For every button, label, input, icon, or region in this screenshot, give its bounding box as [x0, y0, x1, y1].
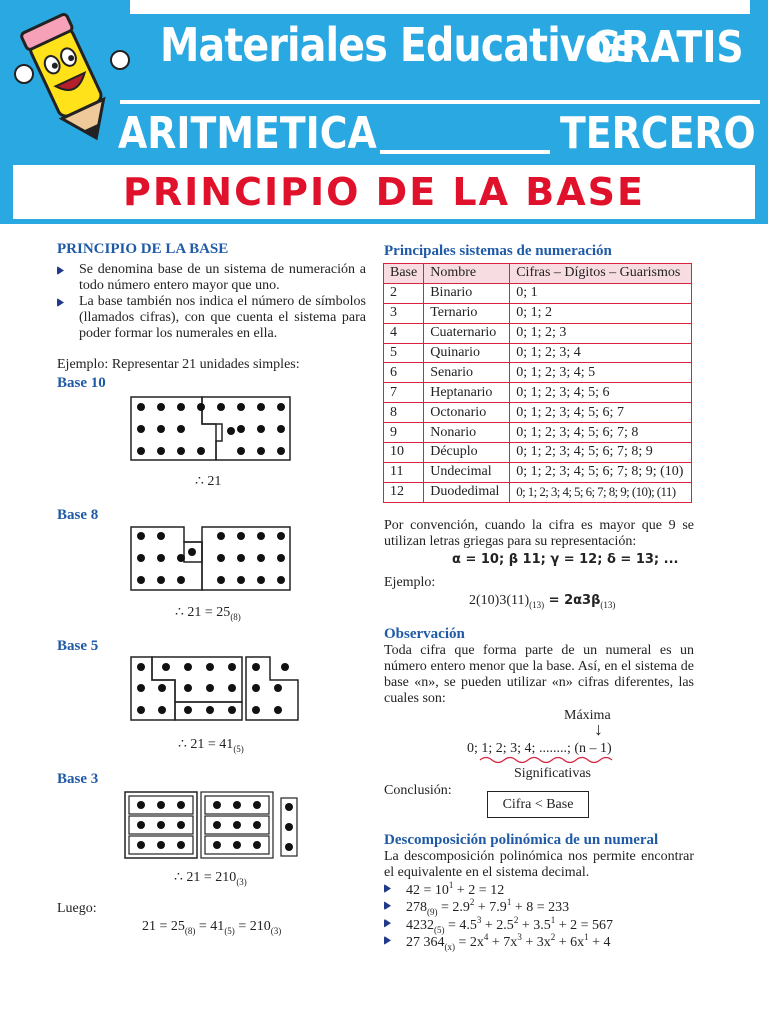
page-title: PRINCIPIO DE LA BASE: [123, 170, 645, 214]
cell-nombre: Nonario: [424, 423, 510, 443]
example-lhs: 2(10)3(11): [469, 593, 530, 608]
table-row: [384, 383, 692, 403]
unit-dot: [157, 801, 165, 809]
unit-dot: [137, 821, 145, 829]
base8-label: Base 8: [57, 507, 99, 523]
cell-cifras: 0; 1; 2; 3; 4; 5: [510, 363, 692, 383]
unit-dot: [228, 684, 236, 692]
cell-nombre: Undecimal: [424, 462, 510, 482]
base8-result-sub: (8): [230, 612, 241, 622]
unit-dot: [274, 706, 282, 714]
wavy-underline-icon: [478, 754, 618, 766]
cell-base: 9: [384, 423, 424, 443]
col-cifras-header: Cifras – Dígitos – Guarismos: [510, 264, 692, 284]
decomposition-part: (x): [444, 941, 455, 952]
decomposition-part: 3: [517, 931, 522, 942]
cell-base: 3: [384, 303, 424, 323]
bullet-text-1: Se denomina base de un sistema de numeración a todo número entero mayor que uno.: [79, 262, 366, 293]
unit-dot: [197, 403, 205, 411]
header-divider: [120, 100, 760, 104]
unit-dot: [157, 841, 165, 849]
table-row: [384, 323, 692, 343]
example-rhs: = 2α3β: [544, 593, 601, 608]
unit-dot: [277, 447, 285, 455]
unit-dot: [177, 841, 185, 849]
base3-result-text: ∴ 21 = 210: [174, 870, 237, 885]
unit-dot: [217, 554, 225, 562]
unit-dot: [162, 663, 170, 671]
bullet-icon: [384, 919, 391, 928]
unit-dot: [285, 803, 293, 811]
bullet-icon: [384, 901, 391, 910]
cell-cifras: 0; 1; 2; 3; 4; 5; 6; 7; 8; 9; (10): [510, 462, 692, 482]
base5-result-text: ∴ 21 = 41: [178, 737, 234, 752]
final-b-sub: (5): [224, 926, 235, 936]
unit-dot: [157, 821, 165, 829]
bullet-icon: [57, 266, 64, 275]
cell-base: 4: [384, 323, 424, 343]
decomposition-part: 27 364: [406, 934, 445, 950]
unit-dot: [257, 554, 265, 562]
table-row: [384, 363, 692, 383]
table-row: [384, 423, 692, 443]
base10-label: Base 10: [57, 375, 106, 391]
decomposition-part: 3: [476, 914, 482, 925]
unit-dot: [228, 663, 236, 671]
cell-cifras: 0; 1; 2; 3; 4; 5; 6; 7: [510, 403, 692, 423]
unit-dot: [253, 801, 261, 809]
unit-dot: [137, 403, 145, 411]
cell-base: 11: [384, 462, 424, 482]
cell-base: 5: [384, 343, 424, 363]
unit-dot: [281, 663, 289, 671]
base8-result-text: ∴ 21 = 25: [175, 605, 231, 620]
unit-dot: [277, 425, 285, 433]
unit-dot: [257, 576, 265, 584]
unit-dot: [285, 843, 293, 851]
unit-dot: [257, 425, 265, 433]
final-b: = 41: [195, 919, 225, 934]
decomposition-part: 2: [469, 897, 475, 908]
descomposicion-text: La descomposición polinómica nos permite encontrar el equivalente en el sistema decimal.: [384, 849, 694, 880]
unit-dot: [237, 425, 245, 433]
pencil-mascot-icon: [10, 4, 130, 154]
table-row: [384, 462, 692, 482]
unit-dot: [237, 554, 245, 562]
cell-nombre: Duodedimal: [424, 482, 510, 502]
unit-dot: [137, 425, 145, 433]
unit-dot: [253, 821, 261, 829]
decomposition-part: 2: [513, 914, 519, 925]
decomposition-part: 1: [550, 914, 556, 925]
table-row: [384, 482, 692, 502]
base3-result-sub: (3): [236, 877, 247, 887]
header-gratis: GRATIS: [590, 22, 744, 73]
bullet-icon: [384, 884, 391, 893]
unit-dot: [217, 532, 225, 540]
unit-dot: [137, 663, 145, 671]
final-a-sub: (8): [184, 926, 196, 936]
bullet-text-2: La base también nos indica el número de símbolos (llamados cifras), con que cuenta el sistema para poder formar los numerales en ella.: [79, 294, 366, 341]
decomposition-part: 2: [550, 931, 556, 942]
unit-dot: [257, 532, 265, 540]
decomposition-part: + 6x: [555, 934, 585, 950]
example-text: Ejemplo: Representar 21 unidades simples:: [57, 357, 300, 372]
unit-dot: [228, 706, 236, 714]
final-a: 21 = 25: [142, 919, 185, 934]
unit-dot: [177, 821, 185, 829]
unit-dot: [137, 706, 145, 714]
cell-cifras: 0; 1; 2; 3; 4: [510, 343, 692, 363]
unit-dot: [213, 841, 221, 849]
base5-result: [178, 736, 244, 754]
decomposition-part: 1: [584, 931, 589, 942]
unit-dot: [237, 447, 245, 455]
table-heading: Principales sistemas de numeración: [384, 243, 612, 259]
unit-dot: [177, 425, 185, 433]
cell-base: 12: [384, 482, 424, 502]
decomposition-part: 42 = 10: [406, 883, 449, 898]
cell-cifras: 0; 1; 2; 3; 4; 5; 6; 7; 8; 9: [510, 443, 692, 463]
unit-dot: [252, 706, 260, 714]
ejemplo-label: Ejemplo:: [384, 575, 436, 590]
maxima-label: Máxima: [564, 708, 611, 723]
unit-dot: [137, 532, 145, 540]
unit-dot: [157, 576, 165, 584]
decomposition-part: (9): [427, 907, 438, 918]
numeration-systems-table: [383, 263, 692, 503]
decomposition-item: [406, 880, 504, 899]
col-nombre-header: Nombre: [424, 264, 510, 284]
unit-dot: [158, 706, 166, 714]
unit-dot: [206, 663, 214, 671]
unit-dot: [237, 403, 245, 411]
decomposition-part: 4232: [406, 917, 434, 933]
unit-dot: [213, 821, 221, 829]
unit-dot: [137, 576, 145, 584]
decomposition-part: 1: [448, 880, 454, 890]
conclusion-label: Conclusión:: [384, 783, 452, 798]
table-row: [384, 283, 692, 303]
header-top-cut: [130, 0, 750, 14]
base5-label: Base 5: [57, 638, 99, 654]
example-lhs-sub: (13): [529, 600, 545, 610]
unit-dot: [157, 425, 165, 433]
unit-dot: [188, 548, 196, 556]
base10-dot-diagram: [130, 396, 292, 462]
final-c: = 210: [234, 919, 271, 934]
unit-dot: [257, 447, 265, 455]
significativas-label: Significativas: [514, 766, 591, 781]
observacion-heading: Observación: [384, 626, 465, 642]
decomposition-part: = 4.5: [444, 917, 477, 933]
decomposition-part: 1: [506, 897, 512, 908]
unit-dot: [206, 706, 214, 714]
unit-dot: [197, 447, 205, 455]
unit-dot: [137, 554, 145, 562]
unit-dot: [252, 663, 260, 671]
unit-dot: [277, 532, 285, 540]
unit-dot: [157, 532, 165, 540]
unit-dot: [184, 684, 192, 692]
unit-dot: [137, 841, 145, 849]
cell-base: 10: [384, 443, 424, 463]
cell-nombre: Octonario: [424, 403, 510, 423]
base5-result-sub: (5): [233, 744, 244, 754]
cell-cifras: 0; 1: [510, 283, 692, 303]
cell-cifras: 0; 1; 2; 3; 4; 5; 6: [510, 383, 692, 403]
base3-result: [174, 869, 247, 887]
cell-base: 8: [384, 403, 424, 423]
unit-dot: [274, 684, 282, 692]
table-row: [384, 303, 692, 323]
unit-dot: [137, 447, 145, 455]
unit-dot: [237, 532, 245, 540]
unit-dot: [233, 801, 241, 809]
decomposition-part: 4: [483, 931, 489, 942]
col-base-header: Base: [384, 264, 424, 284]
base10-result: ∴ 21: [195, 474, 222, 489]
digits-sequence: 0; 1; 2; 3; 4; ........; (n – 1): [467, 741, 612, 756]
cell-base: 6: [384, 363, 424, 383]
unit-dot: [206, 684, 214, 692]
unit-dot: [277, 554, 285, 562]
unit-dot: [177, 576, 185, 584]
cell-nombre: Senario: [424, 363, 510, 383]
table-row: [384, 343, 692, 363]
cell-cifras: 0; 1; 2; 3: [510, 323, 692, 343]
example-rhs-sub: (13): [600, 600, 616, 610]
greek-letters: α = 10; β 11; γ = 12; δ = 13; ...: [452, 552, 679, 567]
unit-dot: [177, 554, 185, 562]
unit-dot: [184, 706, 192, 714]
decomposition-part: + 2 = 567: [555, 917, 614, 933]
decomposition-part: (5): [434, 924, 445, 935]
unit-dot: [137, 801, 145, 809]
unit-dot: [137, 684, 145, 692]
decomposition-part: + 2 = 12: [453, 883, 505, 898]
unit-dot: [158, 684, 166, 692]
bullet-icon: [384, 936, 391, 945]
unit-dot: [217, 403, 225, 411]
conclusion-box: Cifra < Base: [487, 791, 589, 818]
unit-dot: [213, 801, 221, 809]
base8-dot-diagram: [130, 526, 292, 592]
bullet-icon: [57, 298, 64, 307]
decomposition-part: + 7.9: [474, 900, 507, 916]
unit-dot: [277, 576, 285, 584]
base3-label: Base 3: [57, 771, 99, 787]
cell-nombre: Cuaternario: [424, 323, 510, 343]
header-subject: ARITMETICA: [118, 108, 377, 159]
unit-dot: [177, 801, 185, 809]
unit-dot: [157, 447, 165, 455]
unit-dot: [253, 841, 261, 849]
decomposition-part: 278: [406, 900, 427, 916]
header-divider-2: [380, 150, 550, 154]
decomposition-part: + 2.5: [481, 917, 514, 933]
cell-nombre: Ternario: [424, 303, 510, 323]
table-header-row: [384, 264, 692, 284]
table-row: [384, 403, 692, 423]
header-grade: TERCERO: [560, 108, 756, 159]
decomposition-item: [406, 932, 611, 952]
cell-base: 7: [384, 383, 424, 403]
unit-dot: [285, 823, 293, 831]
decomposition-part: = 2.9: [437, 900, 470, 916]
unit-dot: [233, 841, 241, 849]
unit-dot: [177, 447, 185, 455]
decomposition-part: = 2x: [455, 934, 484, 950]
unit-dot: [157, 554, 165, 562]
unit-dot: [252, 684, 260, 692]
table-row: [384, 443, 692, 463]
cell-cifras: 0; 1; 2; 3; 4; 5; 6; 7; 8; 9; (10); (11): [510, 482, 692, 502]
cell-cifras: 0; 1; 2: [510, 303, 692, 323]
unit-dot: [157, 403, 165, 411]
cell-cifras: 0; 1; 2; 3; 4; 5; 6; 7; 8: [510, 423, 692, 443]
decomposition-part: + 8 = 233: [511, 900, 570, 916]
cell-nombre: Heptanario: [424, 383, 510, 403]
unit-dot: [227, 427, 235, 435]
decomposition-part: + 3.5: [518, 917, 551, 933]
unit-dot: [177, 403, 185, 411]
header-title: Materiales Educativos: [160, 18, 634, 72]
descomposicion-heading: Descomposición polinómica de un numeral: [384, 832, 659, 848]
greek-example: [469, 593, 615, 610]
convention-text: Por convención, cuando la cifra es mayor que 9 se utilizan letras griegas para su representación:: [384, 518, 694, 549]
observacion-text: Toda cifra que forma parte de un numeral es un número entero menor que la base. Así, en el sistema de base «n», se pueden utilizar «n» cifras diferentes, las cuales son:: [384, 643, 694, 706]
section-heading-principio: PRINCIPIO DE LA BASE: [57, 241, 229, 257]
cell-nombre: Binario: [424, 283, 510, 303]
unit-dot: [277, 403, 285, 411]
base8-result: [175, 604, 241, 622]
unit-dot: [237, 576, 245, 584]
unit-dot: [184, 663, 192, 671]
decomposition-part: + 7x: [488, 934, 518, 950]
cell-base: 2: [384, 283, 424, 303]
topic-banner: [10, 162, 758, 222]
cell-nombre: Décuplo: [424, 443, 510, 463]
final-c-sub: (3): [270, 926, 282, 936]
unit-dot: [257, 403, 265, 411]
final-equality: [142, 919, 281, 936]
unit-dot: [233, 821, 241, 829]
decomposition-part: + 4: [588, 934, 611, 950]
luego-label: Luego:: [57, 901, 97, 916]
unit-dot: [217, 576, 225, 584]
arrow-down-icon: ↓: [594, 719, 603, 739]
cell-nombre: Quinario: [424, 343, 510, 363]
decomposition-part: + 3x: [521, 934, 551, 950]
